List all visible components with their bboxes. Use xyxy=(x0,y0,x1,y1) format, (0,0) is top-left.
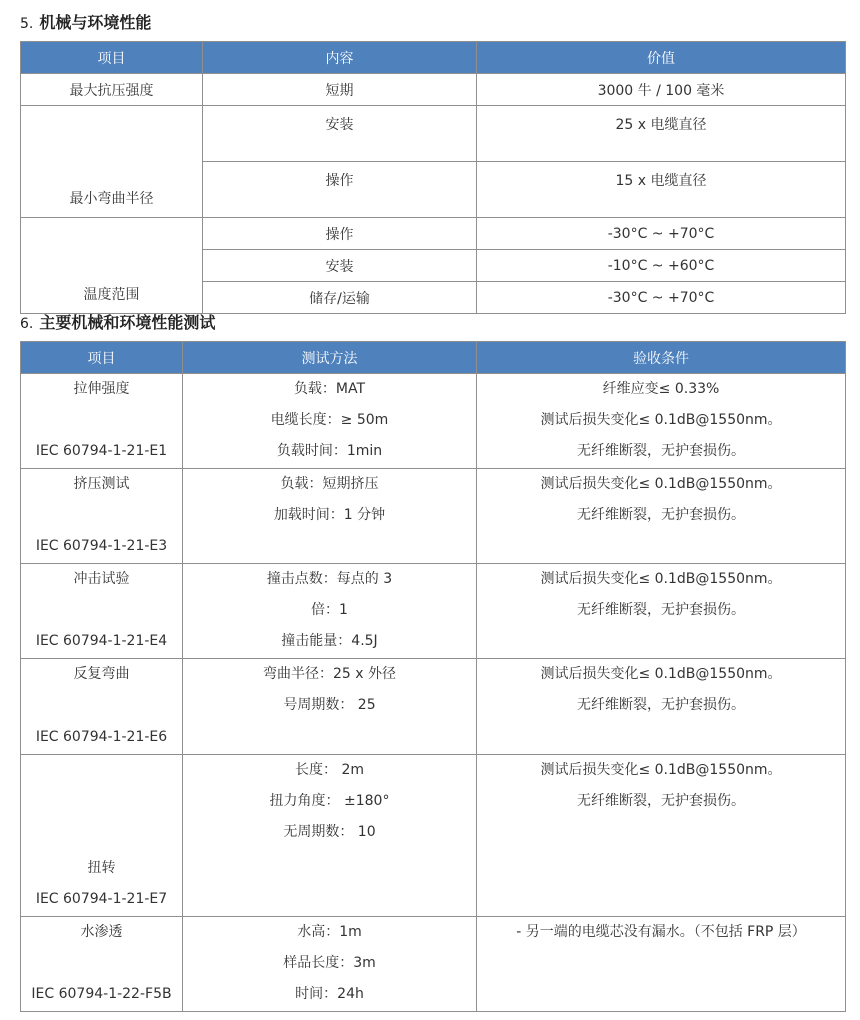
test-name: 水渗透 xyxy=(80,924,123,940)
max-strength-value: 3000 牛 / 100 毫米 xyxy=(477,74,846,106)
temperature-content: 操作 xyxy=(203,218,477,250)
test-criterion: 测试后损失变化≤ 0.1dB@1550nm。 xyxy=(540,476,782,492)
test-method: 撞击能量：4.5J xyxy=(281,633,378,649)
test-method-cell xyxy=(183,374,477,469)
test-method-cell xyxy=(183,659,477,755)
bend-radius-item: 最小弯曲半径 xyxy=(21,106,203,218)
table-row xyxy=(21,106,846,162)
test-standard: IEC 60794-1-21-E1 xyxy=(35,443,168,459)
test-standard: IEC 60794-1-21-E4 xyxy=(35,633,168,649)
section-6-number: 6. xyxy=(20,316,34,332)
test-criterion: 无纤维断裂，无护套损伤。 xyxy=(577,793,745,809)
test-criterion: 测试后损失变化≤ 0.1dB@1550nm。 xyxy=(540,762,782,778)
test-method: 样品长度：3m xyxy=(283,955,376,971)
test-method: 时间：24h xyxy=(295,986,364,1002)
test-name: 拉伸强度 xyxy=(73,381,130,397)
test-standard: IEC 60794-1-21-E7 xyxy=(35,891,168,907)
temperature-value: -10°C ~ +60°C xyxy=(477,250,846,282)
test-method: 水高：1m xyxy=(297,924,362,940)
test-standard: IEC 60794-1-21-E3 xyxy=(35,538,168,554)
header-value: 价值 xyxy=(477,42,846,74)
temperature-content: 储存/运输 xyxy=(203,282,477,314)
test-name: 挤压测试 xyxy=(73,476,130,492)
test-item-cell xyxy=(21,917,183,1012)
mechanical-environmental-table xyxy=(20,41,846,314)
tests-table xyxy=(20,341,846,1012)
test-criterion: - 另一端的电缆芯没有漏水。（不包括 FRP 层） xyxy=(516,924,806,940)
test-method: 号周期数： 25 xyxy=(283,697,376,713)
test-name: 冲击试验 xyxy=(73,571,130,587)
section-5-heading: 机械与环境性能 xyxy=(39,13,152,32)
test-item-cell xyxy=(21,374,183,469)
test-criterion: 测试后损失变化≤ 0.1dB@1550nm。 xyxy=(540,412,782,428)
test-method-cell xyxy=(183,917,477,1012)
test-criterion: 无纤维断裂，无护套损伤。 xyxy=(577,602,745,618)
test-item-cell xyxy=(21,659,183,755)
test-method: 撞击点数：每点的 3 xyxy=(266,571,393,587)
test-name: 反复弯曲 xyxy=(73,666,130,682)
bend-radius-content: 操作 xyxy=(203,162,477,218)
test-method: 负载时间：1min xyxy=(276,443,383,459)
table-row xyxy=(21,917,846,1012)
test-standard: IEC 60794-1-21-E6 xyxy=(35,729,168,745)
max-strength-content: 短期 xyxy=(203,74,477,106)
test-method: 倍：1 xyxy=(311,602,348,618)
table-header-row xyxy=(21,342,846,374)
bend-radius-content: 安装 xyxy=(203,106,477,162)
test-method: 无周期数： 10 xyxy=(283,824,376,840)
table-row xyxy=(21,218,846,250)
header-method: 测试方法 xyxy=(183,342,477,374)
test-standard: IEC 60794-1-22-F5B xyxy=(31,986,172,1002)
header-criteria: 验收条件 xyxy=(477,342,846,374)
header-item: 项目 xyxy=(21,342,183,374)
test-method-cell xyxy=(183,564,477,659)
bend-radius-value: 25 x 电缆直径 xyxy=(477,106,846,162)
table-row xyxy=(21,374,846,469)
temperature-value: -30°C ~ +70°C xyxy=(477,218,846,250)
test-criterion: 测试后损失变化≤ 0.1dB@1550nm。 xyxy=(540,666,782,682)
header-content: 内容 xyxy=(203,42,477,74)
test-criteria-cell xyxy=(477,564,846,659)
section-5-number: 5. xyxy=(20,16,34,32)
test-name: 扭转 xyxy=(87,860,116,876)
test-item-cell xyxy=(21,469,183,564)
section-5-title xyxy=(20,10,151,33)
test-criteria-cell xyxy=(477,374,846,469)
test-method-cell xyxy=(183,755,477,917)
section-6-heading: 主要机械和环境性能测试 xyxy=(39,313,216,332)
max-strength-item: 最大抗压强度 xyxy=(21,74,203,106)
table-row xyxy=(21,755,846,917)
test-criteria-cell xyxy=(477,755,846,917)
table-row xyxy=(21,659,846,755)
bend-radius-value: 15 x 电缆直径 xyxy=(477,162,846,218)
test-method: 加载时间：1 分钟 xyxy=(273,507,386,523)
test-method: 负载：短期挤压 xyxy=(280,476,379,492)
test-method: 扭力角度： ±180° xyxy=(269,793,390,809)
test-method: 负载：MAT xyxy=(293,381,366,397)
test-method: 长度： 2m xyxy=(295,762,364,778)
table-row xyxy=(21,74,846,106)
table-row xyxy=(21,469,846,564)
test-method: 电缆长度：≥ 50m xyxy=(270,412,389,428)
temperature-content: 安装 xyxy=(203,250,477,282)
table-row xyxy=(21,564,846,659)
test-criteria-cell xyxy=(477,917,846,1012)
test-item-cell xyxy=(21,564,183,659)
test-method: 弯曲半径：25 x 外径 xyxy=(263,666,396,682)
test-criteria-cell xyxy=(477,469,846,564)
test-criterion: 测试后损失变化≤ 0.1dB@1550nm。 xyxy=(540,571,782,587)
test-method-cell xyxy=(183,469,477,564)
temperature-item: 温度范围 xyxy=(21,218,203,314)
header-item: 项目 xyxy=(21,42,203,74)
test-item-cell xyxy=(21,755,183,917)
test-criterion: 无纤维断裂，无护套损伤。 xyxy=(577,443,745,459)
section-6-title xyxy=(20,310,215,333)
temperature-value: -30°C ~ +70°C xyxy=(477,282,846,314)
test-criteria-cell xyxy=(477,659,846,755)
test-criterion: 纤维应变≤ 0.33% xyxy=(602,381,720,397)
test-criterion: 无纤维断裂，无护套损伤。 xyxy=(577,697,745,713)
test-criterion: 无纤维断裂，无护套损伤。 xyxy=(577,507,745,523)
table-header-row xyxy=(21,42,846,74)
